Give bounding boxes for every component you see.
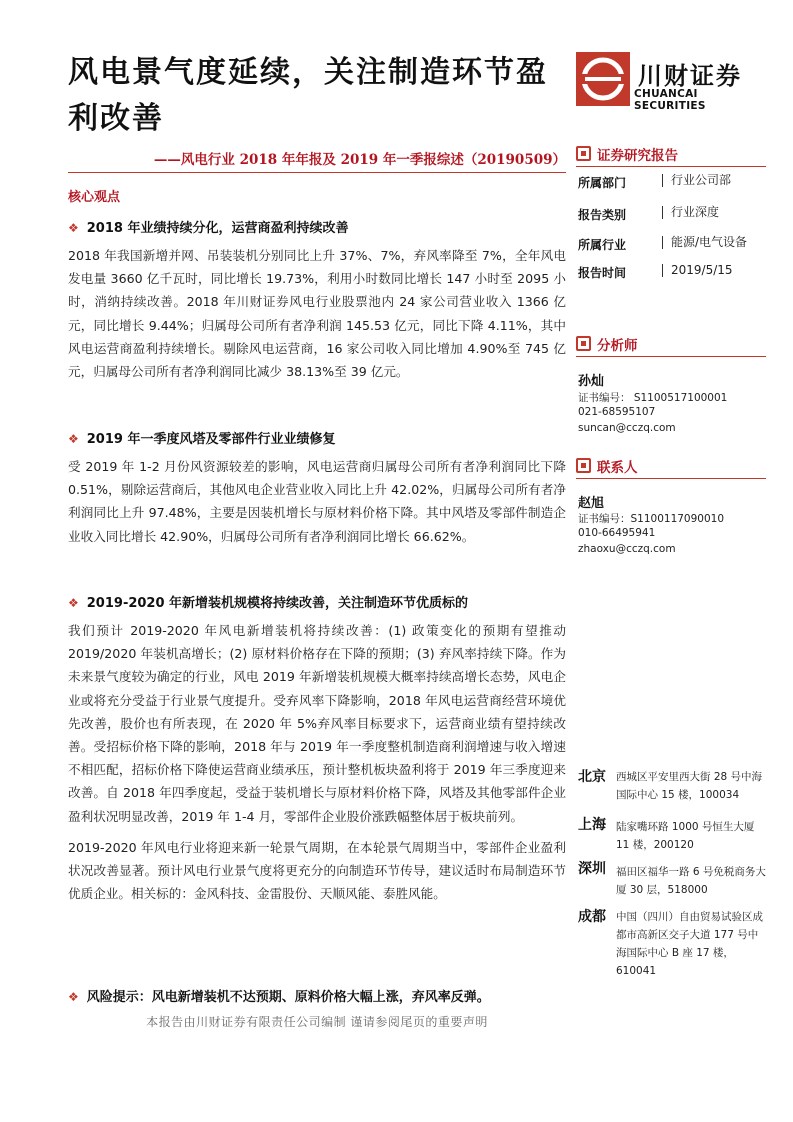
- report-title: 风电景气度延续，关注制造环节盈利改善: [68, 55, 548, 136]
- info-row-category: 报告类别 行业深度: [578, 205, 720, 222]
- info-row-industry: 所属行业 能源/电气设备: [578, 235, 748, 252]
- info-row-date: 报告时间 2019/5/15: [578, 263, 733, 280]
- analyst-phone: 021-68595107: [578, 406, 656, 418]
- analyst-cert: 证书编号： S1100517100001: [578, 392, 728, 404]
- office-city: 成都: [578, 909, 606, 925]
- paragraph: 受 2019 年 1-2 月份风资源较差的影响，风电运营商归属母公司所有者净利润同比下降 0.51%，剔除运营商后，其他风电企业营业收入同比上升 42.02%，归属母公司所有者净利润同比上升 97.48%，主要是因装机增长与原材料价格下降。其中风塔及零部件制造企业收入同比增长 42.90%，归属母公司所有者净利润同比增长 66.62%。: [68, 459, 566, 544]
- analyst-name: 孙灿: [578, 374, 605, 389]
- diamond-bullet-icon: ❖: [68, 990, 79, 1004]
- square-bullet-icon: [576, 336, 591, 351]
- analyst-heading: 分析师: [576, 334, 638, 354]
- section-heading: ❖ 2019-2020 年新增装机规模将持续改善，关注制造环节优质标的: [68, 596, 469, 611]
- office-city: 上海: [578, 817, 606, 833]
- company-logo: [576, 52, 766, 112]
- paragraph: 2019-2020 年风电行业将迎来新一轮景气周期，在本轮景气周期当中，零部件企业盈利状况改善显著。预计风电行业景气度将更充分的向制造环节传导，建议适时布局制造环节优质企业。相关标的：金风科技、金雷股份、天顺风能、泰胜风能。: [68, 839, 566, 902]
- office-address: 福田区福华一路 6 号免税商务大厦 30 层，518000: [616, 866, 766, 896]
- diamond-bullet-icon: ❖: [68, 221, 79, 235]
- square-bullet-icon: [576, 146, 591, 161]
- office-address: 西城区平安里西大街 28 号中海国际中心 15 楼，100034: [616, 771, 763, 801]
- section-body: [68, 244, 566, 383]
- contact-name: 赵旭: [578, 496, 605, 511]
- office-city: 深圳: [578, 861, 606, 877]
- risk-warning: ❖ 风险提示：风电新增装机不达预期、原料价格大幅上涨，弃风率反弹。: [68, 990, 490, 1005]
- office-city: 北京: [578, 769, 606, 785]
- logo-name-en: CHUANCAI SECURITIES: [634, 88, 706, 112]
- paragraph: 2018 年我国新增并网、吊装装机分别同比上升 37%、7%，弃风率降至 7%，全年风电发电量 3660 亿千瓦时，同比增长 19.73%，利用小时数同比增长 147 小时至 2095 小时，消纳持续改善。2018 年川财证券风电行业股票池内 24 家公司营业收入 1366 亿元，同比增长 9.44%；归属母公司所有者净利润 145.53 亿元，同比下降 4.11%，其中风电运营商盈利持续增长。剔除风电运营商，16 家公司收入同比增加 4.90%至 745 亿元，归属母公司所有者净利润同比减少 38.13%至 39 亿元。: [68, 248, 566, 380]
- logo-name-cn: 川财证券: [638, 62, 742, 90]
- section-heading: ❖ 2018 年业绩持续分化，运营商盈利持续改善: [68, 221, 349, 236]
- contact-email[interactable]: zhaoxu@cczq.com: [578, 543, 676, 555]
- diamond-bullet-icon: ❖: [68, 432, 79, 446]
- contact-heading: 联系人: [576, 456, 638, 476]
- office-address: 陆家嘴环路 1000 号恒生大厦 11 楼，200120: [616, 821, 755, 851]
- sidebar-divider: [576, 166, 766, 167]
- diamond-bullet-icon: ❖: [68, 596, 79, 610]
- sidebar-divider: [576, 356, 766, 357]
- paragraph: 我们预计 2019-2020 年风电新增装机将持续改善：(1) 政策变化的预期有望推动 2019/2020 年装机高增长；(2) 原材料价格存在下降的预期；(3) 弃风率持续下降。作为未来景气度较为确定的行业，风电 2019 年新增装机规模大概率持续高增长态势，风电企业或将充分受益于行业景气度提升。受弃风率下降影响，2018 年风电运营商经营环境优先改善，股价也有所表现，在 2020 年 5%弃风率目标要求下，运营商业绩有望持续改善。受招标价格下降的影响，2018 年与 2019 年一季度整机制造商利润增速与收入增速不相匹配，招标价格下降使运营商业绩承压，预计整机板块盈利将于 2019 年三季度迎来改善。自 2018 年四季度起，受益于装机增长与原材料价格下降，风塔及其他零部件企业盈利状况明显改善，2019 年 1-4 月，零部件企业股价涨跌幅整体居于板块前列。: [68, 623, 566, 824]
- report-type-heading: 证券研究报告: [576, 144, 678, 164]
- section-heading: ❖ 2019 年一季度风塔及零部件行业业绩修复: [68, 432, 336, 447]
- office-address: 中国（四川）自由贸易试验区成都市高新区交子大道 177 号中海国际中心 B 座 17 楼，610041: [616, 911, 763, 977]
- sidebar-divider: [576, 478, 766, 479]
- chuancai-logo-icon: [576, 52, 630, 106]
- info-row-department: 所属部门 行业公司部: [578, 173, 732, 190]
- section-body: [68, 455, 566, 548]
- analyst-email[interactable]: suncan@cczq.com: [578, 422, 676, 434]
- page-footer: 本报告由川财证券有限责任公司编制 谨请参阅尾页的重要声明: [146, 1015, 488, 1029]
- report-subtitle: ——风电行业 2018 年年报及 2019 年一季报综述（20190509）: [153, 152, 566, 168]
- contact-phone: 010-66495941: [578, 527, 656, 539]
- title-divider: [68, 172, 566, 173]
- core-views-heading: 核心观点: [68, 190, 121, 205]
- contact-cert: 证书编号：S1100117090010: [578, 513, 725, 525]
- section-body: [68, 619, 566, 905]
- square-bullet-icon: [576, 458, 591, 473]
